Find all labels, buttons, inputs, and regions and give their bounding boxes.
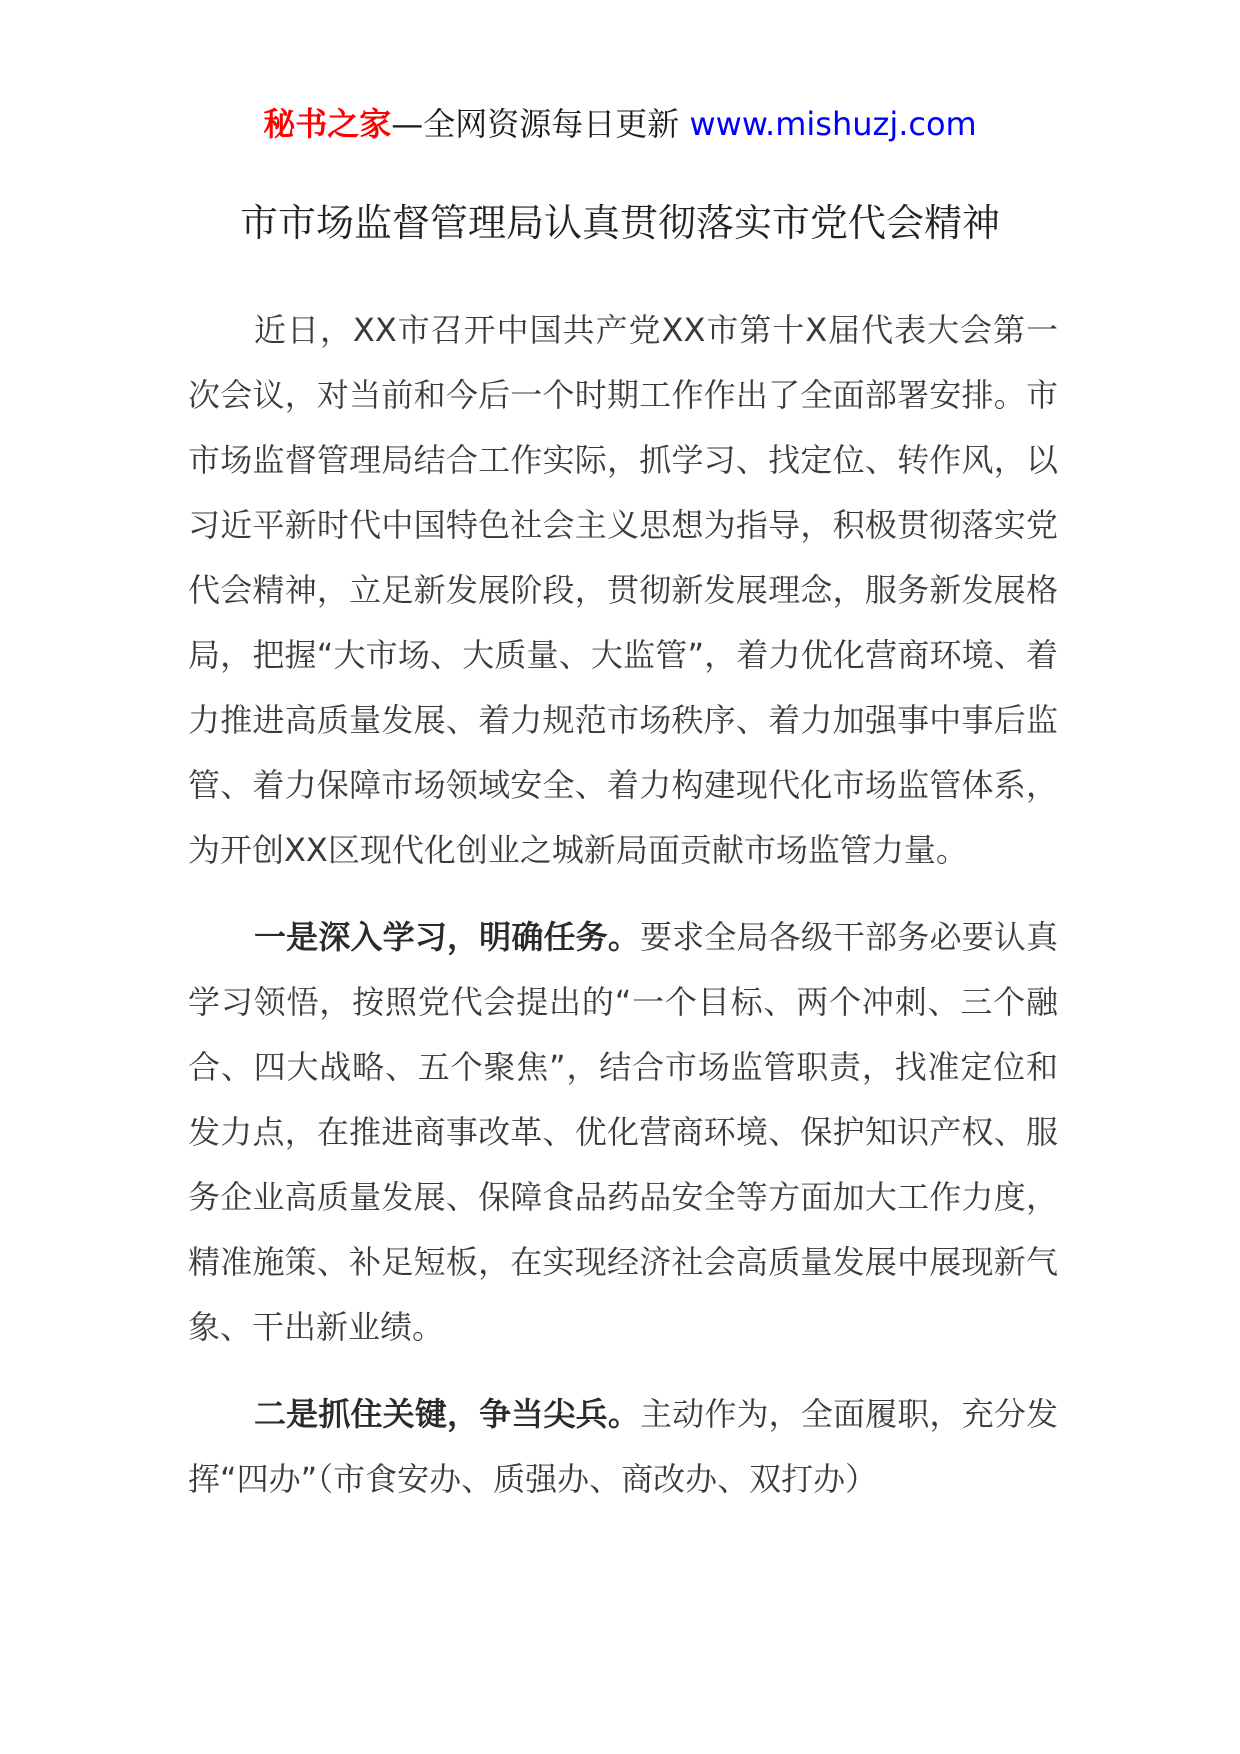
document-title: 市市场监督管理局认真贯彻落实市党代会精神 [239,201,1000,245]
site-url-link[interactable]: www.mishuzj.com [689,105,977,143]
paragraph-text: 近日，XX市召开中国共产党XX市第十X届代表大会第一次会议，对当前和今后一个时期工作作出了全面部署安排。市市场监督管理局结合工作实际，抓学习、找定位、转作风，以习近平新时代中国特色社会主义思想为指导，积极贯彻落实党代会精神，立足新发展阶段，贯彻新发展理念，服务新发展格局，把握“大市场、大质量、大监管”，着力优化营商环境、着力推进高质量发展、着力规范市场秩序、着力加强事中事后监管、着力保障市场领域安全、着力构建现代化市场监管体系，为开创XX区现代化创业之城新局面贡献市场监管力量。 [188,311,1058,869]
document-body [188,298,1058,1534]
paragraph-lead: 一是深入学习，明确任务。 [254,918,640,956]
header-slogan: —全网资源每日更新 [391,105,690,143]
paragraph-text: 主动作为，全面履职，充分发挥“四办”（市食安办、质强办、商改办、双打办） [188,1395,1058,1498]
paragraph-intro [188,298,1058,883]
brand-name: 秘书之家 [263,105,392,143]
paragraph-lead: 二是抓住关键，争当尖兵。 [254,1395,640,1433]
paragraph-text: 要求全局各级干部务必要认真学习领悟，按照党代会提出的“一个目标、两个冲刺、三个融合、四大战略、五个聚焦”，结合市场监管职责，找准定位和发力点，在推进商事改革、优化营商环境、保护知识产权、服务企业高质量发展、保障食品药品安全等方面加大工作力度，精准施策、补足短板，在实现经济社会高质量发展中展现新气象、干出新业绩。 [188,918,1058,1346]
paragraph-point-one [188,905,1058,1360]
paragraph-point-two [188,1382,1058,1512]
site-header [0,102,1240,146]
